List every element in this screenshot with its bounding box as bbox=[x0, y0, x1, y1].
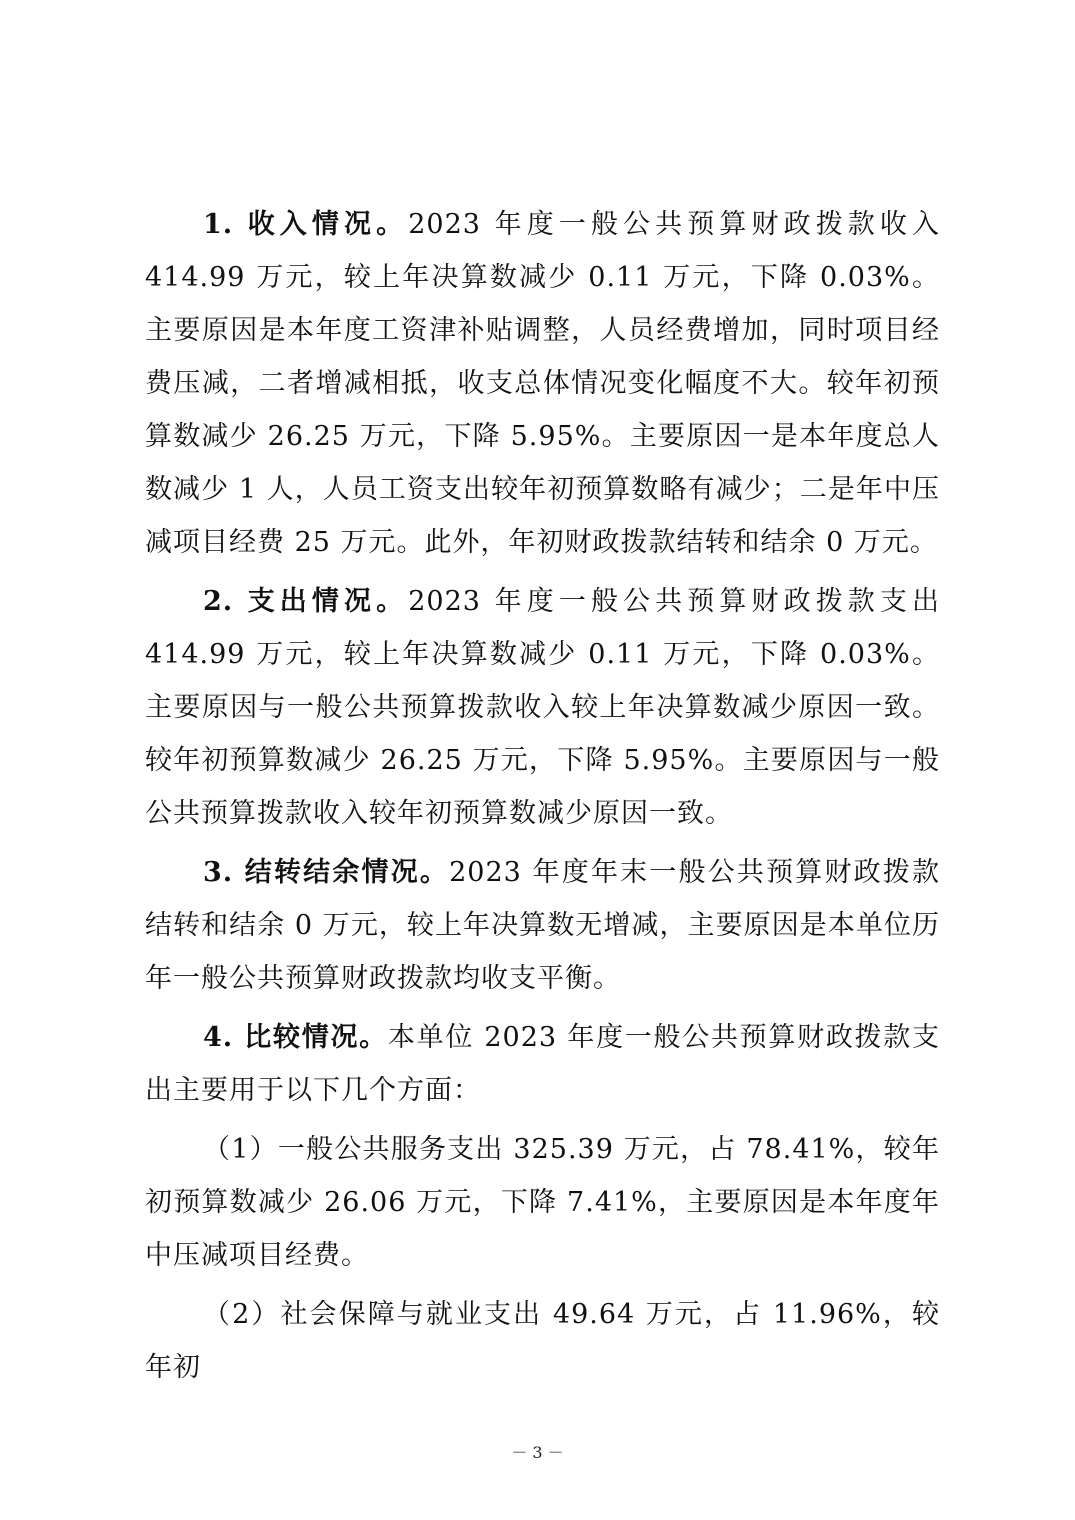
paragraph-expenditure bbox=[145, 575, 940, 840]
paragraph-item-1 bbox=[145, 1123, 940, 1282]
heading-comparison: 4. 比较情况。 bbox=[203, 1022, 388, 1053]
paragraph-item-2-text: （2）社会保障与就业支出 49.64 万元，占 11.96%，较年初 bbox=[145, 1299, 940, 1383]
paragraph-carryover-text: 2023 年度年末一般公共预算财政拨款结转和结余 0 万元，较上年决算数无增减，主要原因是本单位历年一般公共预算财政拨款均收支平衡。 bbox=[145, 857, 941, 994]
paragraph-income bbox=[145, 198, 940, 569]
paragraph-comparison bbox=[145, 1011, 940, 1117]
heading-carryover: 3. 结转结余情况。 bbox=[203, 857, 450, 888]
paragraph-comparison-text: 本单位 2023 年度一般公共预算财政拨款支出主要用于以下几个方面： bbox=[145, 1022, 940, 1106]
page-number: － 3 － bbox=[511, 1443, 564, 1462]
paragraph-carryover bbox=[145, 846, 940, 1005]
paragraph-expenditure-text: 2023 年度一般公共预算财政拨款支出 414.99 万元，较上年决算数减少 0.11 万元，下降 0.03%。主要原因与一般公共预算拨款收入较上年决算数减少原因一致。较年初预算数减少 26.25 万元，下降 5.95%。主要原因与一般公共预算拨款收入较年初预算数减少原因一致。 bbox=[145, 586, 941, 829]
document-body bbox=[145, 198, 940, 1400]
paragraph-item-1-text: （1）一般公共服务支出 325.39 万元，占 78.41%，较年初预算数减少 26.06 万元，下降 7.41%，主要原因是本年度年中压减项目经费。 bbox=[145, 1134, 940, 1271]
heading-expenditure: 2. 支出情况。 bbox=[203, 586, 409, 617]
heading-income: 1. 收入情况。 bbox=[203, 209, 409, 240]
paragraph-item-2 bbox=[145, 1288, 940, 1394]
paragraph-income-text: 2023 年度一般公共预算财政拨款收入 414.99 万元，较上年决算数减少 0.11 万元，下降 0.03%。主要原因是本年度工资津补贴调整，人员经费增加，同时项目经费压减，二者增减相抵，收支总体情况变化幅度不大。较年初预算数减少 26.25 万元，下降 5.95%。主要原因一是本年度总人数减少 1 人，人员工资支出较年初预算数略有减少；二是年中压减项目经费 25 万元。此外，年初财政拨款结转和结余 0 万元。 bbox=[145, 209, 941, 558]
